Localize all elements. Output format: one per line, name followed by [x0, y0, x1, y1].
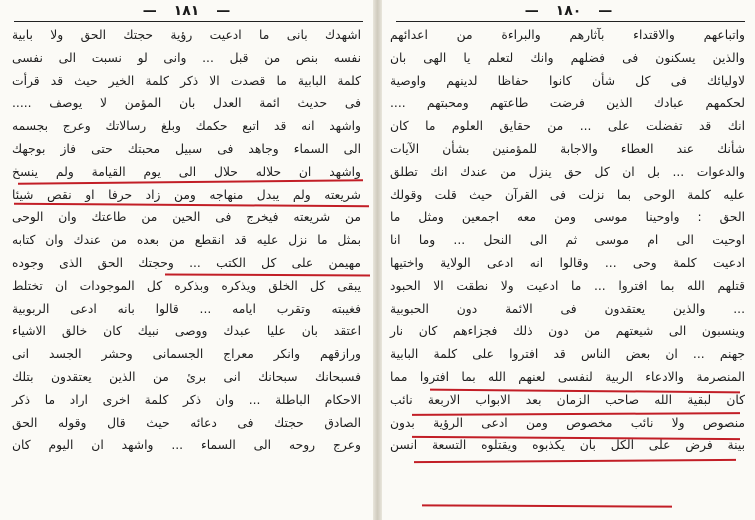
text-line: اوحيت الى ام موسى ثم الى النحل ... وما انا: [390, 233, 745, 248]
text-line: الاحكام الباطلة ... وان ذكر كلمة اخرى اراد ما ذكر: [12, 392, 361, 407]
header-dash: —: [216, 3, 231, 19]
text-line: فغيبته وتقرب ايامه ... قالوا بانه ادعى الربوبية: [12, 301, 361, 316]
text-line: شريعته ولم يبدل منهاجه ومن زاد حرفا او نقص شيئا: [12, 187, 361, 202]
header-rule: [396, 21, 745, 22]
text-line: والدعوات ... بل ان كل حق ينزل من عندك انك تطلق: [390, 164, 745, 179]
text-line: الحق : واوحينا موسى ومن معه اجمعين ومثل ما: [390, 210, 745, 225]
text-line: الى السماء وجاهد فى سبيل محبتك حتى فاز بوجهك: [12, 141, 361, 156]
text-line: قتلهم الله بما افتروا ... ما ادعيت ولا نطقت الا الحبود: [390, 278, 745, 293]
book-gutter: [373, 0, 382, 520]
text-line: عليه كلمة الوحى بما نزلت فى القرآن حيث قلت وقولك: [390, 187, 745, 202]
text-line: من شريعته فيخرج فى الحين من طاعتك وان الوحى: [12, 210, 361, 225]
text-line: جهنم ... ان بعض الناس قد افتروا على كلمة البابية: [390, 347, 745, 362]
text-line: والذين يسكنون فى فضلهم وانك لتعلم يا الهى بان: [390, 50, 745, 65]
text-line: شأنك عند العطاء والاجابة للمؤمنين بشأن الآيات: [390, 141, 745, 156]
right-page-header: [382, 3, 755, 23]
header-dash: —: [598, 3, 613, 19]
text-line: مهيمن على كل الكتب ... وحجتك الحق الذى وجوده: [12, 255, 361, 270]
right-page: [382, 0, 755, 520]
text-line: نفسه بنص من قبل ... وانى لو نسبت الى نفسى: [12, 50, 361, 65]
text-line: ... والذين يعتقدون فى الائمة دون الحبوبية: [390, 301, 745, 316]
text-line: فى حديث ائمة العدل بان المؤمن لا يوصف .....: [12, 96, 361, 111]
red-underline: [422, 504, 672, 507]
text-line: كلمة البابية ما قصدت الا ذكر كلمة الخير حيث قد قرأت: [12, 73, 361, 88]
page-number: ١٨٠: [555, 3, 582, 19]
text-line: لاوليائك فى كل شأن كانوا حفاظا لدينهم واوصية: [390, 73, 745, 88]
text-line: منصوص ولا نائب مخصوص ومن ادعى الرؤية بدون: [390, 415, 745, 430]
text-line: ادعيت كلمة وحى ... وقالوا انه ادعى الولاية واختيها: [390, 255, 745, 270]
text-line: اعتقد بان عليا عبدك ووصى نبيك كان خالق الاشياء: [12, 324, 361, 339]
left-page-header: [0, 3, 373, 23]
text-line: ورازقهم وانكر معراج الجسمانى وحشر الجسد انى: [12, 347, 361, 362]
text-line: وينسبون الى شيعتهم من دون ذلك فجزاءهم كان نار: [390, 324, 745, 339]
left-page-text: [0, 24, 373, 457]
text-line: فسبحانك سبحانك انى برئ من الذين يعتقدون بتلك: [12, 369, 361, 384]
page-number: ١٨١: [173, 3, 200, 19]
text-line: اشهدك بانى ما ادعيت رؤية حجتك الحق ولا بابية: [12, 28, 361, 42]
left-page: [0, 0, 373, 520]
text-line: واتباعهم والاقتداء بآثارهم والبراءة من اعدائهم: [390, 28, 745, 42]
text-line: واشهد انه قد اتبع حكمك وبلغ رسالاتك وعرج بجسمه: [12, 119, 361, 134]
text-line: وعرج روحه الى السماء ... واشهد ان اليوم كان: [12, 438, 361, 453]
text-line: بمثل ما نزل عليه قد انقطع من بعده من عندك وان كتابه: [12, 233, 361, 248]
text-line: واشهد ان حلاله حلال الى يوم القيامة ولم ينسخ: [12, 164, 361, 179]
text-line: الصادق حجتك فى دعائه حيث قال وقوله الحق: [12, 415, 361, 430]
text-line: لحكمهم عبادك الذين فرضت طاعتهم ومحبتهم ....: [390, 96, 745, 111]
header-dash: —: [524, 3, 539, 19]
header-rule: [14, 21, 363, 22]
text-line: المنصرمة والادعاء الربية لنفسى لعنهم الله بما افتروا مما: [390, 369, 745, 384]
text-line: كان لبقية الله صاحب الزمان بعد الابواب الاربعة نائب: [390, 392, 745, 407]
text-line: انك قد تفضلت على ... من حقايق العلوم ما كان: [390, 119, 745, 134]
red-underline: [414, 459, 736, 463]
text-line: بينة فرض على الكل بان يكذبوه ويقتلوه التسعة انسن: [390, 438, 745, 453]
text-line: يبقى كل الخلق ويذكره وبذكره كل الموجودات ان تختلط: [12, 278, 361, 293]
header-dash: —: [142, 3, 157, 19]
